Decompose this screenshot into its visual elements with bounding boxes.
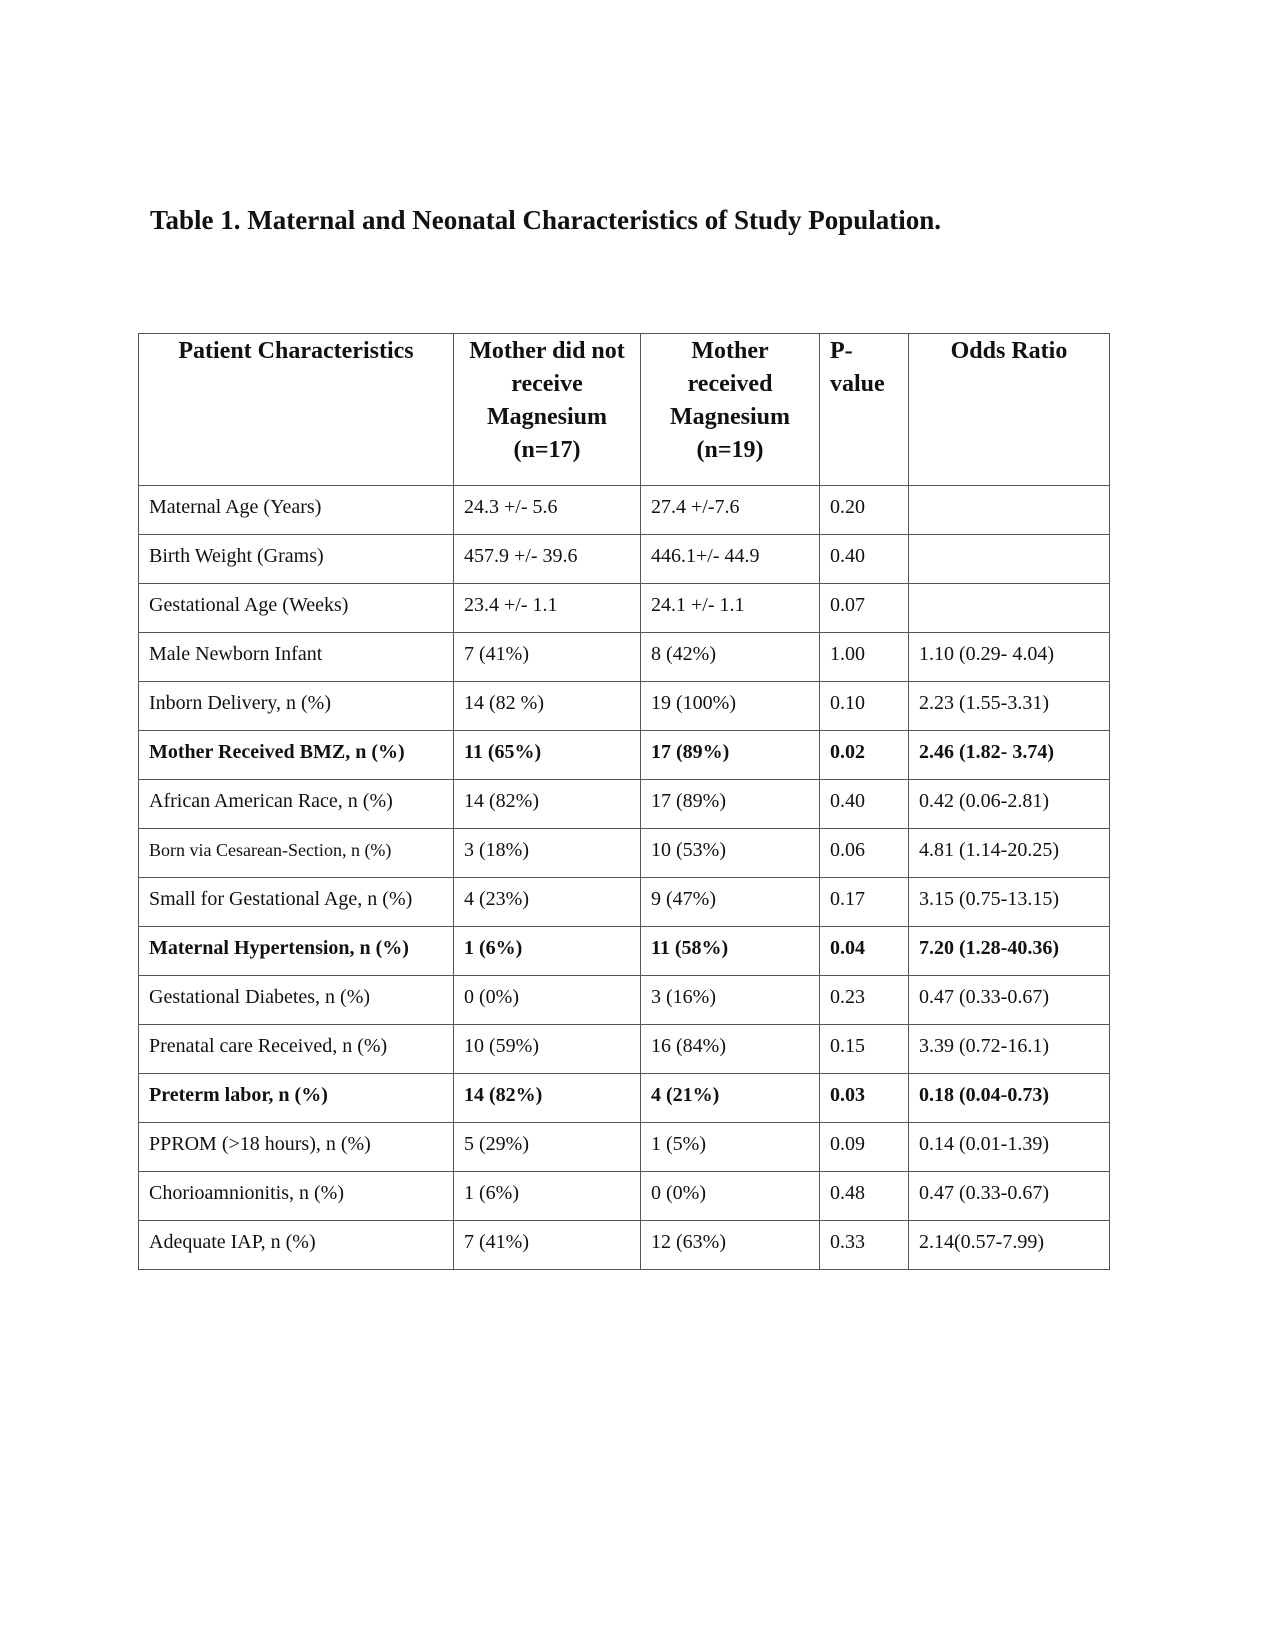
cell-characteristic: Male Newborn Infant: [139, 633, 454, 682]
cell-odds-ratio: 0.47 (0.33-0.67): [909, 1172, 1110, 1221]
cell-no-magnesium: 7 (41%): [454, 1221, 641, 1270]
cell-characteristic: PPROM (>18 hours), n (%): [139, 1123, 454, 1172]
table-body: [139, 486, 1110, 1270]
header-odds-ratio: Odds Ratio: [909, 334, 1110, 486]
cell-odds-ratio: [909, 486, 1110, 535]
cell-no-magnesium: 14 (82%): [454, 780, 641, 829]
table-row: [139, 976, 1110, 1025]
table-row: [139, 682, 1110, 731]
characteristics-table: [138, 333, 1110, 1270]
table-row: [139, 486, 1110, 535]
cell-p-value: 0.17: [820, 878, 909, 927]
cell-characteristic: African American Race, n (%): [139, 780, 454, 829]
cell-no-magnesium: 0 (0%): [454, 976, 641, 1025]
cell-magnesium: 9 (47%): [641, 878, 820, 927]
cell-no-magnesium: 11 (65%): [454, 731, 641, 780]
header-line: Mother: [691, 338, 769, 364]
cell-odds-ratio: 7.20 (1.28-40.36): [909, 927, 1110, 976]
cell-characteristic: Prenatal care Received, n (%): [139, 1025, 454, 1074]
header-line: value: [830, 371, 885, 397]
table-row: [139, 1123, 1110, 1172]
cell-no-magnesium: 3 (18%): [454, 829, 641, 878]
cell-p-value: 0.23: [820, 976, 909, 1025]
header-line: received: [687, 371, 773, 397]
cell-magnesium: 19 (100%): [641, 682, 820, 731]
table-row: [139, 829, 1110, 878]
cell-no-magnesium: 1 (6%): [454, 927, 641, 976]
cell-magnesium: 16 (84%): [641, 1025, 820, 1074]
cell-magnesium: 10 (53%): [641, 829, 820, 878]
cell-odds-ratio: 0.42 (0.06-2.81): [909, 780, 1110, 829]
cell-characteristic: Chorioamnionitis, n (%): [139, 1172, 454, 1221]
header-line: Magnesium: [487, 404, 607, 430]
header-line: Mother did not: [469, 338, 625, 364]
header-p-value: [820, 334, 909, 486]
cell-magnesium: 3 (16%): [641, 976, 820, 1025]
cell-no-magnesium: 457.9 +/- 39.6: [454, 535, 641, 584]
cell-characteristic: Gestational Diabetes, n (%): [139, 976, 454, 1025]
cell-characteristic: Preterm labor, n (%): [139, 1074, 454, 1123]
cell-odds-ratio: 3.39 (0.72-16.1): [909, 1025, 1110, 1074]
cell-characteristic: Adequate IAP, n (%): [139, 1221, 454, 1270]
cell-magnesium: 0 (0%): [641, 1172, 820, 1221]
table-row: [139, 1221, 1110, 1270]
cell-no-magnesium: 14 (82 %): [454, 682, 641, 731]
cell-odds-ratio: [909, 584, 1110, 633]
cell-no-magnesium: 4 (23%): [454, 878, 641, 927]
cell-p-value: 0.02: [820, 731, 909, 780]
cell-p-value: 0.20: [820, 486, 909, 535]
table-row: [139, 878, 1110, 927]
table-row: [139, 535, 1110, 584]
cell-odds-ratio: 2.46 (1.82- 3.74): [909, 731, 1110, 780]
cell-magnesium: 1 (5%): [641, 1123, 820, 1172]
cell-p-value: 0.40: [820, 535, 909, 584]
cell-p-value: 0.07: [820, 584, 909, 633]
header-line: (n=19): [696, 437, 764, 463]
cell-odds-ratio: 3.15 (0.75-13.15): [909, 878, 1110, 927]
cell-p-value: 0.06: [820, 829, 909, 878]
table-row: [139, 633, 1110, 682]
cell-p-value: 0.48: [820, 1172, 909, 1221]
cell-p-value: 1.00: [820, 633, 909, 682]
table-title: Table 1. Maternal and Neonatal Characteristics of Study Population.: [150, 205, 942, 235]
cell-characteristic: Mother Received BMZ, n (%): [139, 731, 454, 780]
cell-magnesium: 4 (21%): [641, 1074, 820, 1123]
cell-p-value: 0.15: [820, 1025, 909, 1074]
cell-magnesium: 17 (89%): [641, 780, 820, 829]
cell-characteristic: Gestational Age (Weeks): [139, 584, 454, 633]
header-line: receive: [511, 371, 583, 397]
cell-no-magnesium: 23.4 +/- 1.1: [454, 584, 641, 633]
cell-p-value: 0.33: [820, 1221, 909, 1270]
cell-magnesium: 446.1+/- 44.9: [641, 535, 820, 584]
cell-magnesium: 12 (63%): [641, 1221, 820, 1270]
header-line: (n=17): [513, 437, 581, 463]
header-line: P-: [830, 338, 853, 364]
cell-odds-ratio: [909, 535, 1110, 584]
cell-odds-ratio: 2.14(0.57-7.99): [909, 1221, 1110, 1270]
cell-p-value: 0.40: [820, 780, 909, 829]
cell-magnesium: 11 (58%): [641, 927, 820, 976]
header-line: Magnesium: [670, 404, 790, 430]
cell-characteristic: Maternal Age (Years): [139, 486, 454, 535]
cell-p-value: 0.09: [820, 1123, 909, 1172]
cell-odds-ratio: 1.10 (0.29- 4.04): [909, 633, 1110, 682]
cell-no-magnesium: 7 (41%): [454, 633, 641, 682]
table-row: [139, 927, 1110, 976]
table-row: [139, 584, 1110, 633]
header-magnesium: [641, 334, 820, 486]
cell-magnesium: 27.4 +/-7.6: [641, 486, 820, 535]
cell-characteristic: Small for Gestational Age, n (%): [139, 878, 454, 927]
cell-characteristic: Born via Cesarean-Section, n (%): [139, 829, 454, 878]
cell-magnesium: 17 (89%): [641, 731, 820, 780]
cell-no-magnesium: 1 (6%): [454, 1172, 641, 1221]
header-row: [139, 334, 1110, 486]
table-row: [139, 1172, 1110, 1221]
table-row: [139, 780, 1110, 829]
cell-magnesium: 8 (42%): [641, 633, 820, 682]
cell-odds-ratio: 0.47 (0.33-0.67): [909, 976, 1110, 1025]
cell-no-magnesium: 5 (29%): [454, 1123, 641, 1172]
header-patient-characteristics: Patient Characteristics: [139, 334, 454, 486]
cell-magnesium: 24.1 +/- 1.1: [641, 584, 820, 633]
cell-no-magnesium: 14 (82%): [454, 1074, 641, 1123]
cell-p-value: 0.03: [820, 1074, 909, 1123]
table-row: [139, 731, 1110, 780]
table-row: [139, 1074, 1110, 1123]
cell-no-magnesium: 10 (59%): [454, 1025, 641, 1074]
cell-p-value: 0.04: [820, 927, 909, 976]
header-no-magnesium: [454, 334, 641, 486]
cell-characteristic: Birth Weight (Grams): [139, 535, 454, 584]
cell-no-magnesium: 24.3 +/- 5.6: [454, 486, 641, 535]
cell-odds-ratio: 2.23 (1.55-3.31): [909, 682, 1110, 731]
cell-characteristic: Maternal Hypertension, n (%): [139, 927, 454, 976]
cell-odds-ratio: 0.14 (0.01-1.39): [909, 1123, 1110, 1172]
cell-odds-ratio: 4.81 (1.14-20.25): [909, 829, 1110, 878]
cell-odds-ratio: 0.18 (0.04-0.73): [909, 1074, 1110, 1123]
cell-p-value: 0.10: [820, 682, 909, 731]
cell-characteristic: Inborn Delivery, n (%): [139, 682, 454, 731]
table-row: [139, 1025, 1110, 1074]
